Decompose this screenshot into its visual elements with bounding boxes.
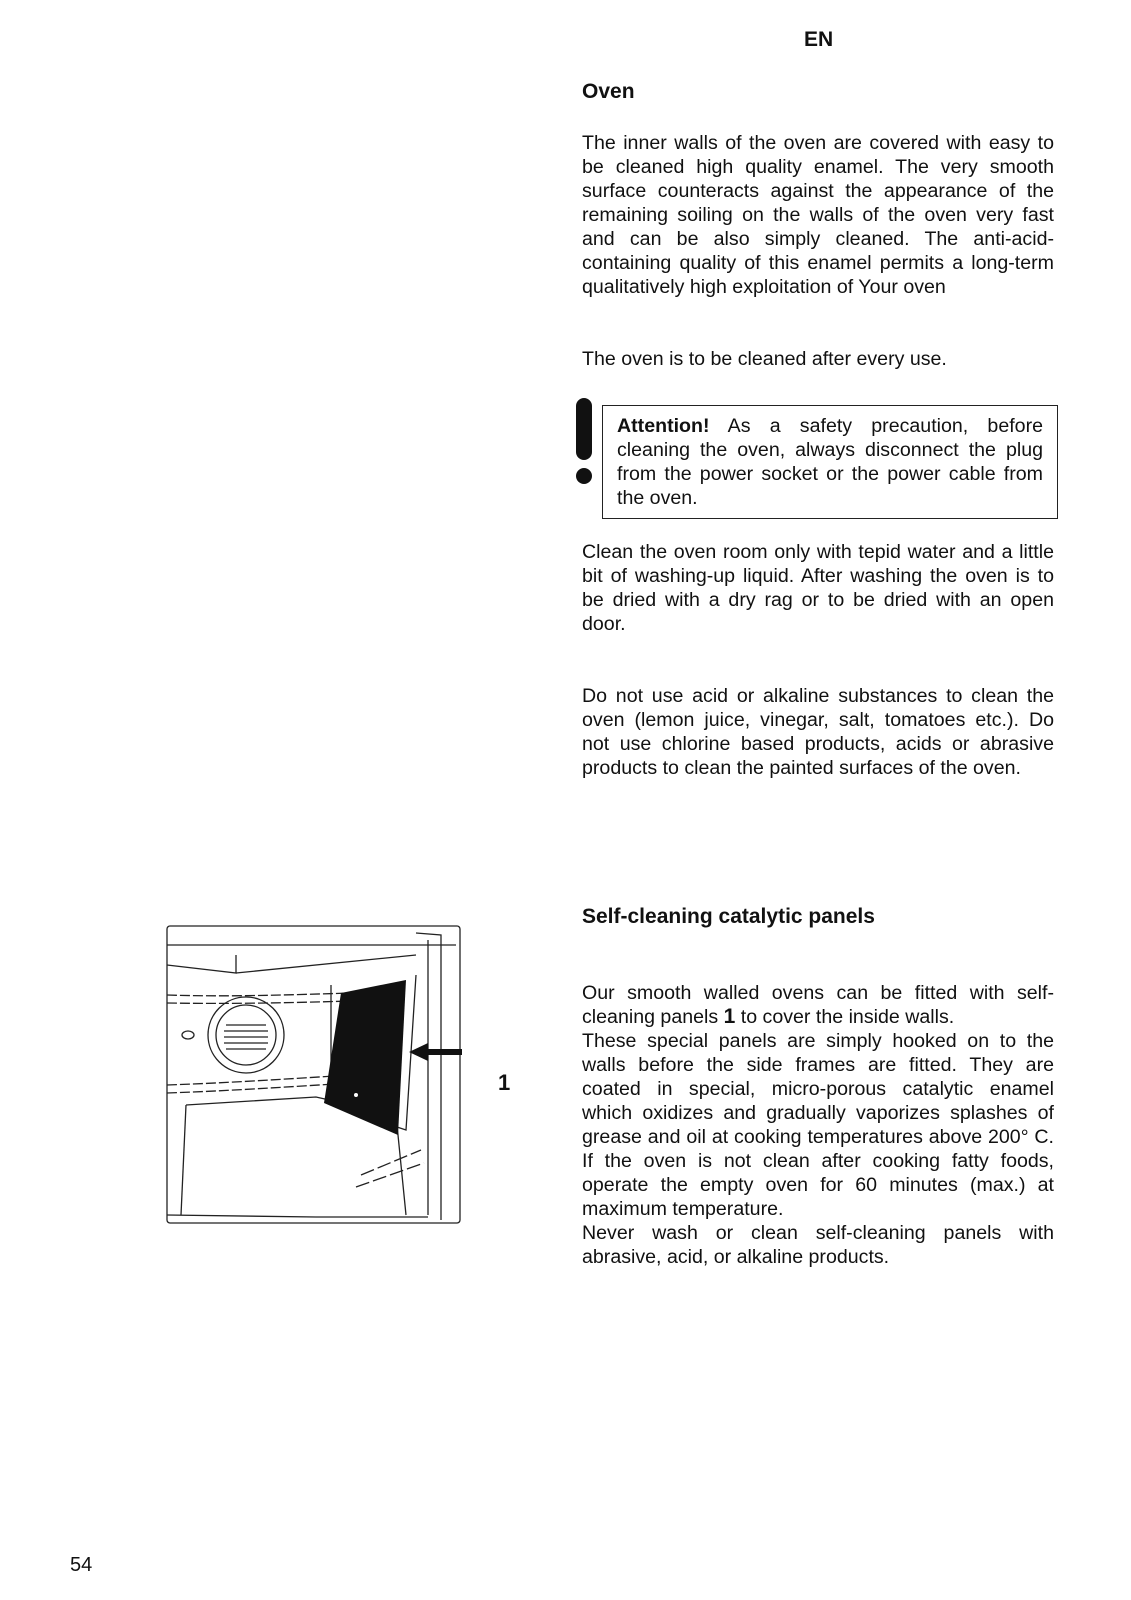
oven-heading: Oven xyxy=(582,80,635,103)
attention-text xyxy=(617,414,1043,510)
attention-notice xyxy=(602,405,1058,519)
oven-paragraph-clean-after-use: The oven is to be cleaned after every use. xyxy=(582,348,947,370)
oven-paragraph-tepid-water: Clean the oven room only with tepid water and a little bit of washing-up liquid. After washing the oven is to be dried with a dry rag or to be dried with an open door. xyxy=(582,541,1054,635)
oven-paragraph-enamel: The inner walls of the oven are covered with easy to be cleaned high quality enamel. The very smooth surface counteracts against the appearance of the remaining soiling on the walls of the oven very fast and can be also simply cleaned. The anti-acid-containing quality of this enamel permits a long-term qualitatively high exploitation of Your oven xyxy=(582,132,1054,298)
catalytic-paragraph-warning: Never wash or clean self-cleaning panels with abrasive, acid, or alkaline products. xyxy=(582,1222,1054,1268)
oven-paragraph-substances: Do not use acid or alkaline substances to clean the oven (lemon juice, vinegar, salt, tomatoes etc.). Do not use chlorine based products, acids or abrasive products to clean the painted surfaces of the oven. xyxy=(582,685,1054,779)
exclamation-icon xyxy=(576,398,592,460)
panel-number-ref: 1 xyxy=(723,1005,736,1028)
language-label: EN xyxy=(804,28,834,51)
attention-body: As a safety precaution, before cleaning the oven, always disconnect the plug from the power socket or the power cable from the oven. xyxy=(617,415,1043,509)
page-number: 54 xyxy=(70,1554,93,1576)
panel-callout-number: 1 xyxy=(498,1070,511,1095)
attention-label: Attention! xyxy=(617,415,710,437)
catalytic-paragraph-details: These special panels are simply hooked on to the walls before the side frames are fitted. They are coated in special, micro-porous catalytic enamel which oxidizes and gradually vaporizes splashes of grease and oil at cooking temperatures above 200° C. If the oven is not clean after cooking fatty foods, operate the empty oven for 60 minutes (max.) at maximum temperature. xyxy=(582,1030,1054,1220)
catalytic-paragraph-intro xyxy=(582,981,1054,1029)
catalytic-intro-start: Our smooth walled ovens can be fitted with self-cleaning panels xyxy=(582,982,1054,1028)
catalytic-heading: Self-cleaning catalytic panels xyxy=(582,905,875,928)
catalytic-intro-end: to cover the inside walls. xyxy=(735,1006,955,1028)
exclamation-dot-icon xyxy=(576,468,592,484)
oven-interior-illustration xyxy=(166,925,462,1225)
